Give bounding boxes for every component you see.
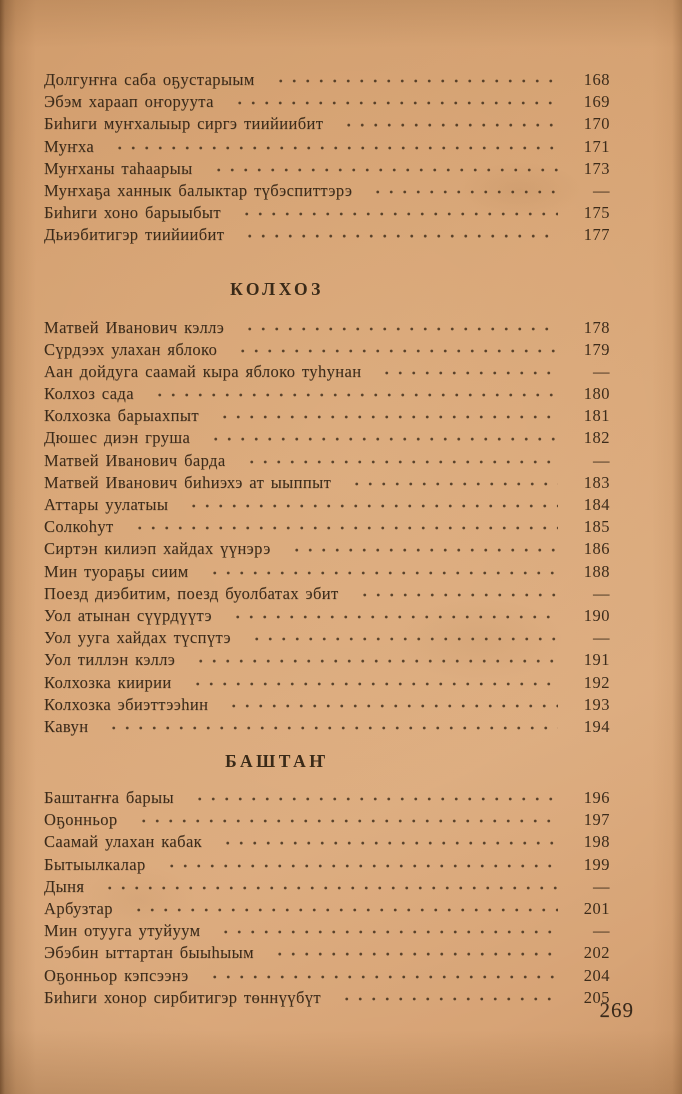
entry-title: Солкоһут	[44, 517, 114, 537]
entry-page-number: 192	[583, 672, 610, 692]
dot-leader	[247, 628, 558, 650]
toc-entry	[44, 832, 610, 854]
entry-page-number: 175	[583, 203, 610, 223]
dot-leader	[271, 70, 558, 92]
dot-leader	[233, 340, 558, 362]
entry-page-number: —	[593, 876, 610, 896]
entry-page-number: 177	[583, 225, 610, 245]
entry-page-number: 194	[583, 716, 610, 736]
toc-entry	[44, 855, 610, 877]
entry-title: Эбэбин ыттартан быыһыым	[44, 943, 254, 963]
dot-leader	[188, 673, 558, 695]
dot-leader	[205, 966, 558, 988]
entry-title: Уол ууга хайдах түспүтэ	[44, 628, 231, 648]
entry-title: Сиртэн килиэп хайдах үүнэрэ	[44, 539, 271, 559]
entry-page-number: 170	[583, 114, 610, 134]
dot-leader	[377, 362, 558, 384]
dot-leader	[242, 451, 558, 473]
entry-page-number: 173	[583, 158, 610, 178]
entry-page-number: 205	[583, 987, 610, 1007]
toc-entry	[44, 92, 610, 114]
entry-page-number: 171	[583, 136, 610, 156]
toc-entry	[44, 318, 610, 340]
toc-entry	[44, 428, 610, 450]
entry-title: Муҥхаҕа ханнык балыктар түбэспиттэрэ	[44, 180, 353, 200]
entry-page-number: 188	[583, 561, 610, 581]
entry-title: Колхозка киирии	[44, 672, 172, 692]
toc-entry	[44, 225, 610, 247]
entry-page-number: 204	[583, 965, 610, 985]
toc-entry	[44, 406, 610, 428]
dot-leader	[337, 988, 558, 1010]
toc-entry	[44, 473, 610, 495]
entry-page-number: 199	[583, 854, 610, 874]
entry-title: Арбузтар	[44, 899, 113, 918]
dot-leader	[190, 788, 558, 810]
entry-title: Оҕонньор кэпсээнэ	[44, 965, 189, 985]
entry-page-number: 201	[583, 899, 610, 918]
entry-title: Матвей Иванович биһиэхэ ат ыыппыт	[44, 472, 332, 492]
entry-page-number: 196	[583, 788, 610, 808]
table-of-contents	[44, 70, 610, 1010]
toc-entry	[44, 877, 610, 899]
toc-entry	[44, 810, 610, 832]
entry-title: Муҥханы таһаарыы	[44, 158, 193, 178]
entry-title: Оҕонньор	[44, 810, 118, 830]
entry-page-number: —	[593, 450, 610, 470]
entry-title: Бытыылкалар	[44, 854, 146, 874]
entry-page-number: 168	[583, 70, 610, 89]
dot-leader	[240, 225, 558, 247]
toc-section	[44, 70, 610, 248]
entry-title: Мин отууга утуйуум	[44, 921, 201, 941]
toc-entry	[44, 362, 610, 384]
entry-title: Аттары уулатыы	[44, 495, 169, 514]
entry-page-number: 169	[583, 92, 610, 112]
toc-entry	[44, 114, 610, 136]
entry-page-number: —	[593, 180, 610, 200]
entry-page-number: 178	[583, 317, 610, 337]
toc-entry	[44, 384, 610, 406]
toc-entry	[44, 921, 610, 943]
entry-page-number: 184	[583, 495, 610, 514]
entry-title: Муҥха	[44, 136, 95, 156]
entry-title: Матвей Иванович кэллэ	[44, 317, 225, 337]
dot-leader	[355, 584, 558, 606]
entry-title: Матвей Иванович барда	[44, 450, 226, 470]
entry-title: Биһиги хоно барыыбыт	[44, 203, 222, 223]
dot-leader	[270, 943, 558, 965]
toc-entry	[44, 70, 610, 92]
entry-page-number: 198	[583, 832, 610, 852]
dot-leader	[205, 562, 558, 584]
dot-leader	[110, 137, 558, 159]
dot-leader	[237, 203, 558, 225]
toc-entry	[44, 988, 610, 1010]
entry-page-number: 179	[583, 339, 610, 359]
entry-page-number: 191	[583, 650, 610, 670]
entry-title: Уол атынан сүүрдүүтэ	[44, 605, 212, 625]
entry-page-number: 193	[583, 694, 610, 714]
dot-leader	[209, 159, 558, 181]
entry-title: Эбэм хараап оҥоруута	[44, 92, 214, 112]
toc-entry	[44, 451, 610, 473]
toc-entry	[44, 584, 610, 606]
dot-leader	[215, 406, 558, 428]
entry-page-number: 186	[583, 539, 610, 559]
toc-entry	[44, 159, 610, 181]
dot-leader	[162, 855, 558, 877]
entry-title: Биһиги муҥхалыыр сиргэ тиийиибит	[44, 114, 324, 134]
entry-title: Долгуҥҥа саба оҕустарыым	[44, 70, 255, 89]
entry-page-number: —	[593, 921, 610, 941]
dot-leader	[339, 114, 558, 136]
entry-title: Биһиги хонор сирбитигэр төннүүбүт	[44, 987, 322, 1007]
toc-entry	[44, 717, 610, 739]
toc-entry	[44, 495, 610, 517]
toc-entry	[44, 650, 610, 672]
entry-page-number: 190	[583, 605, 610, 625]
entry-title: Мин туораҕы сиим	[44, 561, 189, 581]
toc-section	[44, 277, 610, 740]
dot-leader	[104, 717, 558, 739]
dot-leader	[287, 539, 558, 561]
toc-entry	[44, 788, 610, 810]
entry-title: Дыня	[44, 876, 85, 896]
toc-entry	[44, 539, 610, 561]
entry-page-number: 185	[583, 517, 610, 537]
section-heading: КОЛХОЗ	[230, 278, 324, 299]
toc-section	[44, 749, 610, 1010]
toc-entry	[44, 340, 610, 362]
entry-title: Колхозка барыахпыт	[44, 406, 200, 426]
toc-entry	[44, 966, 610, 988]
entry-page-number: —	[593, 361, 610, 381]
toc-entry	[44, 673, 610, 695]
entry-title: Саамай улахан кабак	[44, 832, 203, 852]
dot-leader	[216, 921, 558, 943]
entry-page-number: 180	[583, 384, 610, 404]
dot-leader	[368, 181, 558, 203]
entry-page-number: 182	[583, 428, 610, 448]
entry-title: Колхозка эбиэттээһин	[44, 694, 209, 714]
entry-page-number: 183	[583, 472, 610, 492]
toc-entry	[44, 628, 610, 650]
dot-leader	[191, 650, 558, 672]
entry-page-number: —	[593, 628, 610, 648]
toc-entry	[44, 181, 610, 203]
entry-title: Уол тиллэн кэллэ	[44, 650, 176, 670]
dot-leader	[347, 473, 558, 495]
entry-title: Дьиэбитигэр тиийиибит	[44, 225, 225, 245]
entry-title: Кавун	[44, 716, 89, 736]
dot-leader	[206, 428, 558, 450]
dot-leader	[224, 695, 558, 717]
section-heading: БАШТАҤ	[225, 751, 329, 772]
dot-leader	[134, 810, 558, 832]
page-number-folio: 269	[599, 998, 634, 1022]
entry-title: Баштаҥҥа барыы	[44, 788, 174, 808]
toc-entry	[44, 562, 610, 584]
entry-page-number: 202	[583, 943, 610, 963]
entry-title: Аан дойдуга саамай кыра яблоко туһунан	[44, 361, 362, 381]
toc-entry	[44, 203, 610, 225]
entry-page-number: —	[593, 583, 610, 603]
entry-title: Поезд диэбитим, поезд буолбатах эбит	[44, 583, 339, 603]
entry-page-number: 181	[583, 406, 610, 426]
toc-entry	[44, 899, 610, 921]
toc-entry	[44, 943, 610, 965]
toc-entry	[44, 517, 610, 539]
dot-leader	[130, 517, 558, 539]
entry-title: Дюшес диэн груша	[44, 428, 191, 448]
dot-leader	[240, 318, 558, 340]
dot-leader	[218, 832, 558, 854]
toc-entry	[44, 695, 610, 717]
entry-title: Сүрдээх улахан яблоко	[44, 339, 218, 359]
entry-page-number: 197	[583, 810, 610, 830]
dot-leader	[150, 384, 558, 406]
toc-entry	[44, 606, 610, 628]
dot-leader	[184, 495, 558, 517]
dot-leader	[228, 606, 558, 628]
dot-leader	[230, 92, 558, 114]
dot-leader	[129, 899, 558, 921]
entry-title: Колхоз сада	[44, 384, 134, 404]
dot-leader	[100, 877, 558, 899]
toc-entry	[44, 137, 610, 159]
